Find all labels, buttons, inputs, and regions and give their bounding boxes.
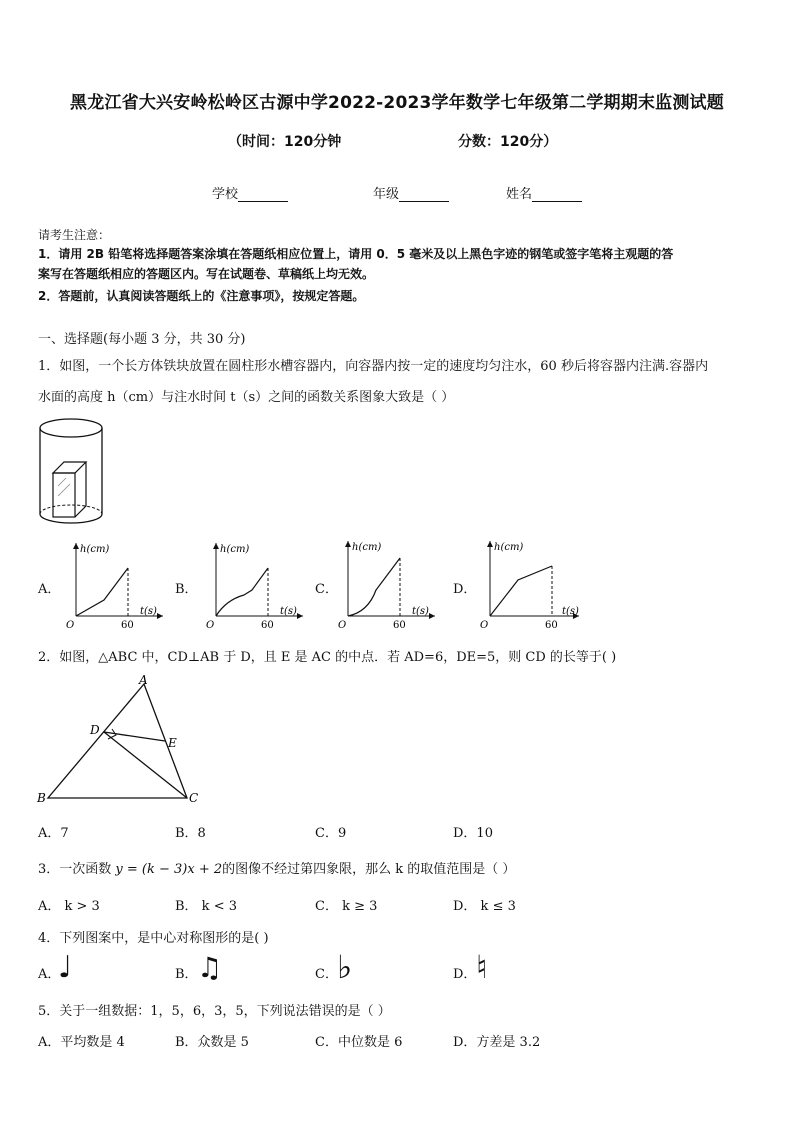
q2-option-c[interactable]: C．9 — [315, 826, 347, 841]
notice-item1-line1: 1．请用 2B 铅笔将选择题答案涂填在答题纸相应位置上，请用 0．5 毫米及以上黑色字迹的钢笔或签字笔将主观题的答 — [38, 247, 674, 261]
q1-option-a[interactable]: A． — [38, 582, 61, 597]
q5-option-b[interactable]: B．众数是 5 — [175, 1035, 249, 1050]
q1-graph-b — [198, 538, 310, 634]
q3-suffix: 的图像不经过第四象限，那么 k 的取值范围是（ ） — [222, 862, 516, 877]
school-field — [212, 183, 288, 202]
q1a-origin: O — [66, 620, 75, 631]
q3-prefix: 3．一次函数 — [38, 862, 116, 877]
q4-option-a[interactable]: A． — [38, 967, 61, 982]
q1c-xlabel: t(s) — [412, 606, 429, 617]
q1b-ylabel: h(cm) — [220, 544, 250, 555]
q1-option-b[interactable]: B． — [175, 582, 198, 597]
notice-item1-line2: 案写在答题纸相应的答题区内。写在试题卷、草稿纸上均无效。 — [38, 267, 375, 281]
q2-label-e: E — [168, 736, 177, 750]
q5-option-c[interactable]: C．中位数是 6 — [315, 1035, 403, 1050]
q1-line1: 1．如图，一个长方体铁块放置在圆柱形水槽容器内，向容器内按一定的速度均匀注水，60 秒后将容器内注满.容器内 — [38, 359, 709, 374]
q3-option-b[interactable]: B． k < 3 — [175, 899, 237, 914]
q2-option-d[interactable]: D．10 — [453, 826, 493, 841]
q5-option-d[interactable]: D．方差是 3.2 — [453, 1035, 541, 1050]
q1-graph-c — [330, 536, 442, 634]
q1c-ylabel: h(cm) — [352, 542, 382, 553]
q1d-xlabel: t(s) — [562, 606, 579, 617]
q2-label-c: C — [189, 791, 199, 805]
exam-time: （时间：120分钟 — [228, 134, 342, 150]
q2-label-a: A — [139, 673, 148, 687]
q1d-ylabel: h(cm) — [494, 542, 524, 553]
name-blank — [532, 189, 582, 202]
q1a-xlabel: t(s) — [140, 606, 157, 617]
q1d-tick: 60 — [545, 620, 558, 631]
name-field — [506, 183, 582, 202]
q2-label-d: D — [90, 723, 100, 737]
q1a-tick: 60 — [121, 620, 134, 631]
q2-option-b[interactable]: B．8 — [175, 826, 206, 841]
exam-score: 分数：120分） — [458, 134, 558, 150]
grade-label: 年级 — [373, 187, 400, 202]
flat-sign-icon: ♭ — [337, 948, 353, 986]
q4-option-b[interactable]: B． — [175, 967, 198, 982]
quarter-note-icon: ♩ — [58, 950, 73, 985]
q4-option-d[interactable]: D． — [453, 967, 477, 982]
grade-blank — [399, 189, 449, 202]
q1-cylinder-figure — [36, 416, 108, 528]
notice-heading: 请考生注意： — [38, 228, 111, 242]
q3-text — [38, 858, 515, 877]
grade-field — [373, 183, 449, 202]
q1c-tick: 60 — [393, 620, 406, 631]
notice-item2: 2．答题前，认真阅读答题纸上的《注意事项》，按规定答题。 — [38, 289, 365, 303]
q5-option-a[interactable]: A．平均数是 4 — [38, 1035, 125, 1050]
q1-line2: 水面的高度 h（cm）与注水时间 t（s）之间的函数关系图象大致是（ ） — [38, 390, 455, 405]
section-heading: 一、选择题(每小题 3 分，共 30 分) — [38, 332, 246, 347]
exam-title: 黑龙江省大兴安岭松岭区古源中学2022-2023学年数学七年级第二学期期末监测试题 — [70, 93, 724, 113]
q1c-origin: O — [338, 620, 347, 631]
school-blank — [238, 189, 288, 202]
q1-graph-a — [58, 538, 170, 634]
q2-label-b: B — [37, 791, 46, 805]
q1b-origin: O — [206, 620, 215, 631]
q3-option-d[interactable]: D． k ≤ 3 — [453, 899, 516, 914]
q2-triangle-figure — [34, 672, 204, 808]
natural-sign-icon: ♮ — [476, 948, 488, 986]
q4-text: 4．下列图案中，是中心对称图形的是( ) — [38, 931, 269, 946]
q1b-tick: 60 — [261, 620, 274, 631]
beamed-notes-icon: ♫ — [197, 951, 223, 984]
q1d-origin: O — [480, 620, 489, 631]
q2-option-a[interactable]: A．7 — [38, 826, 69, 841]
q5-text: 5．关于一组数据：1，5，6，3，5，下列说法错误的是（ ） — [38, 1004, 391, 1019]
q1-graph-d — [472, 536, 586, 634]
q1b-xlabel: t(s) — [280, 606, 297, 617]
q1-option-d[interactable]: D． — [453, 582, 477, 597]
q3-option-c[interactable]: C． k ≥ 3 — [315, 899, 378, 914]
q4-option-c[interactable]: C． — [315, 967, 338, 982]
q3-option-a[interactable]: A． k > 3 — [38, 899, 100, 914]
q2-text: 2．如图，△ABC 中，CD⊥AB 于 D，且 E 是 AC 的中点．若 AD=6，DE=5，则 CD 的长等于( ) — [38, 650, 617, 665]
name-label: 姓名 — [506, 187, 533, 202]
q1a-ylabel: h(cm) — [80, 544, 110, 555]
q3-formula: y = (k − 3)x + 2 — [115, 862, 223, 877]
q1-option-c[interactable]: C． — [315, 582, 338, 597]
school-label: 学校 — [212, 187, 239, 202]
